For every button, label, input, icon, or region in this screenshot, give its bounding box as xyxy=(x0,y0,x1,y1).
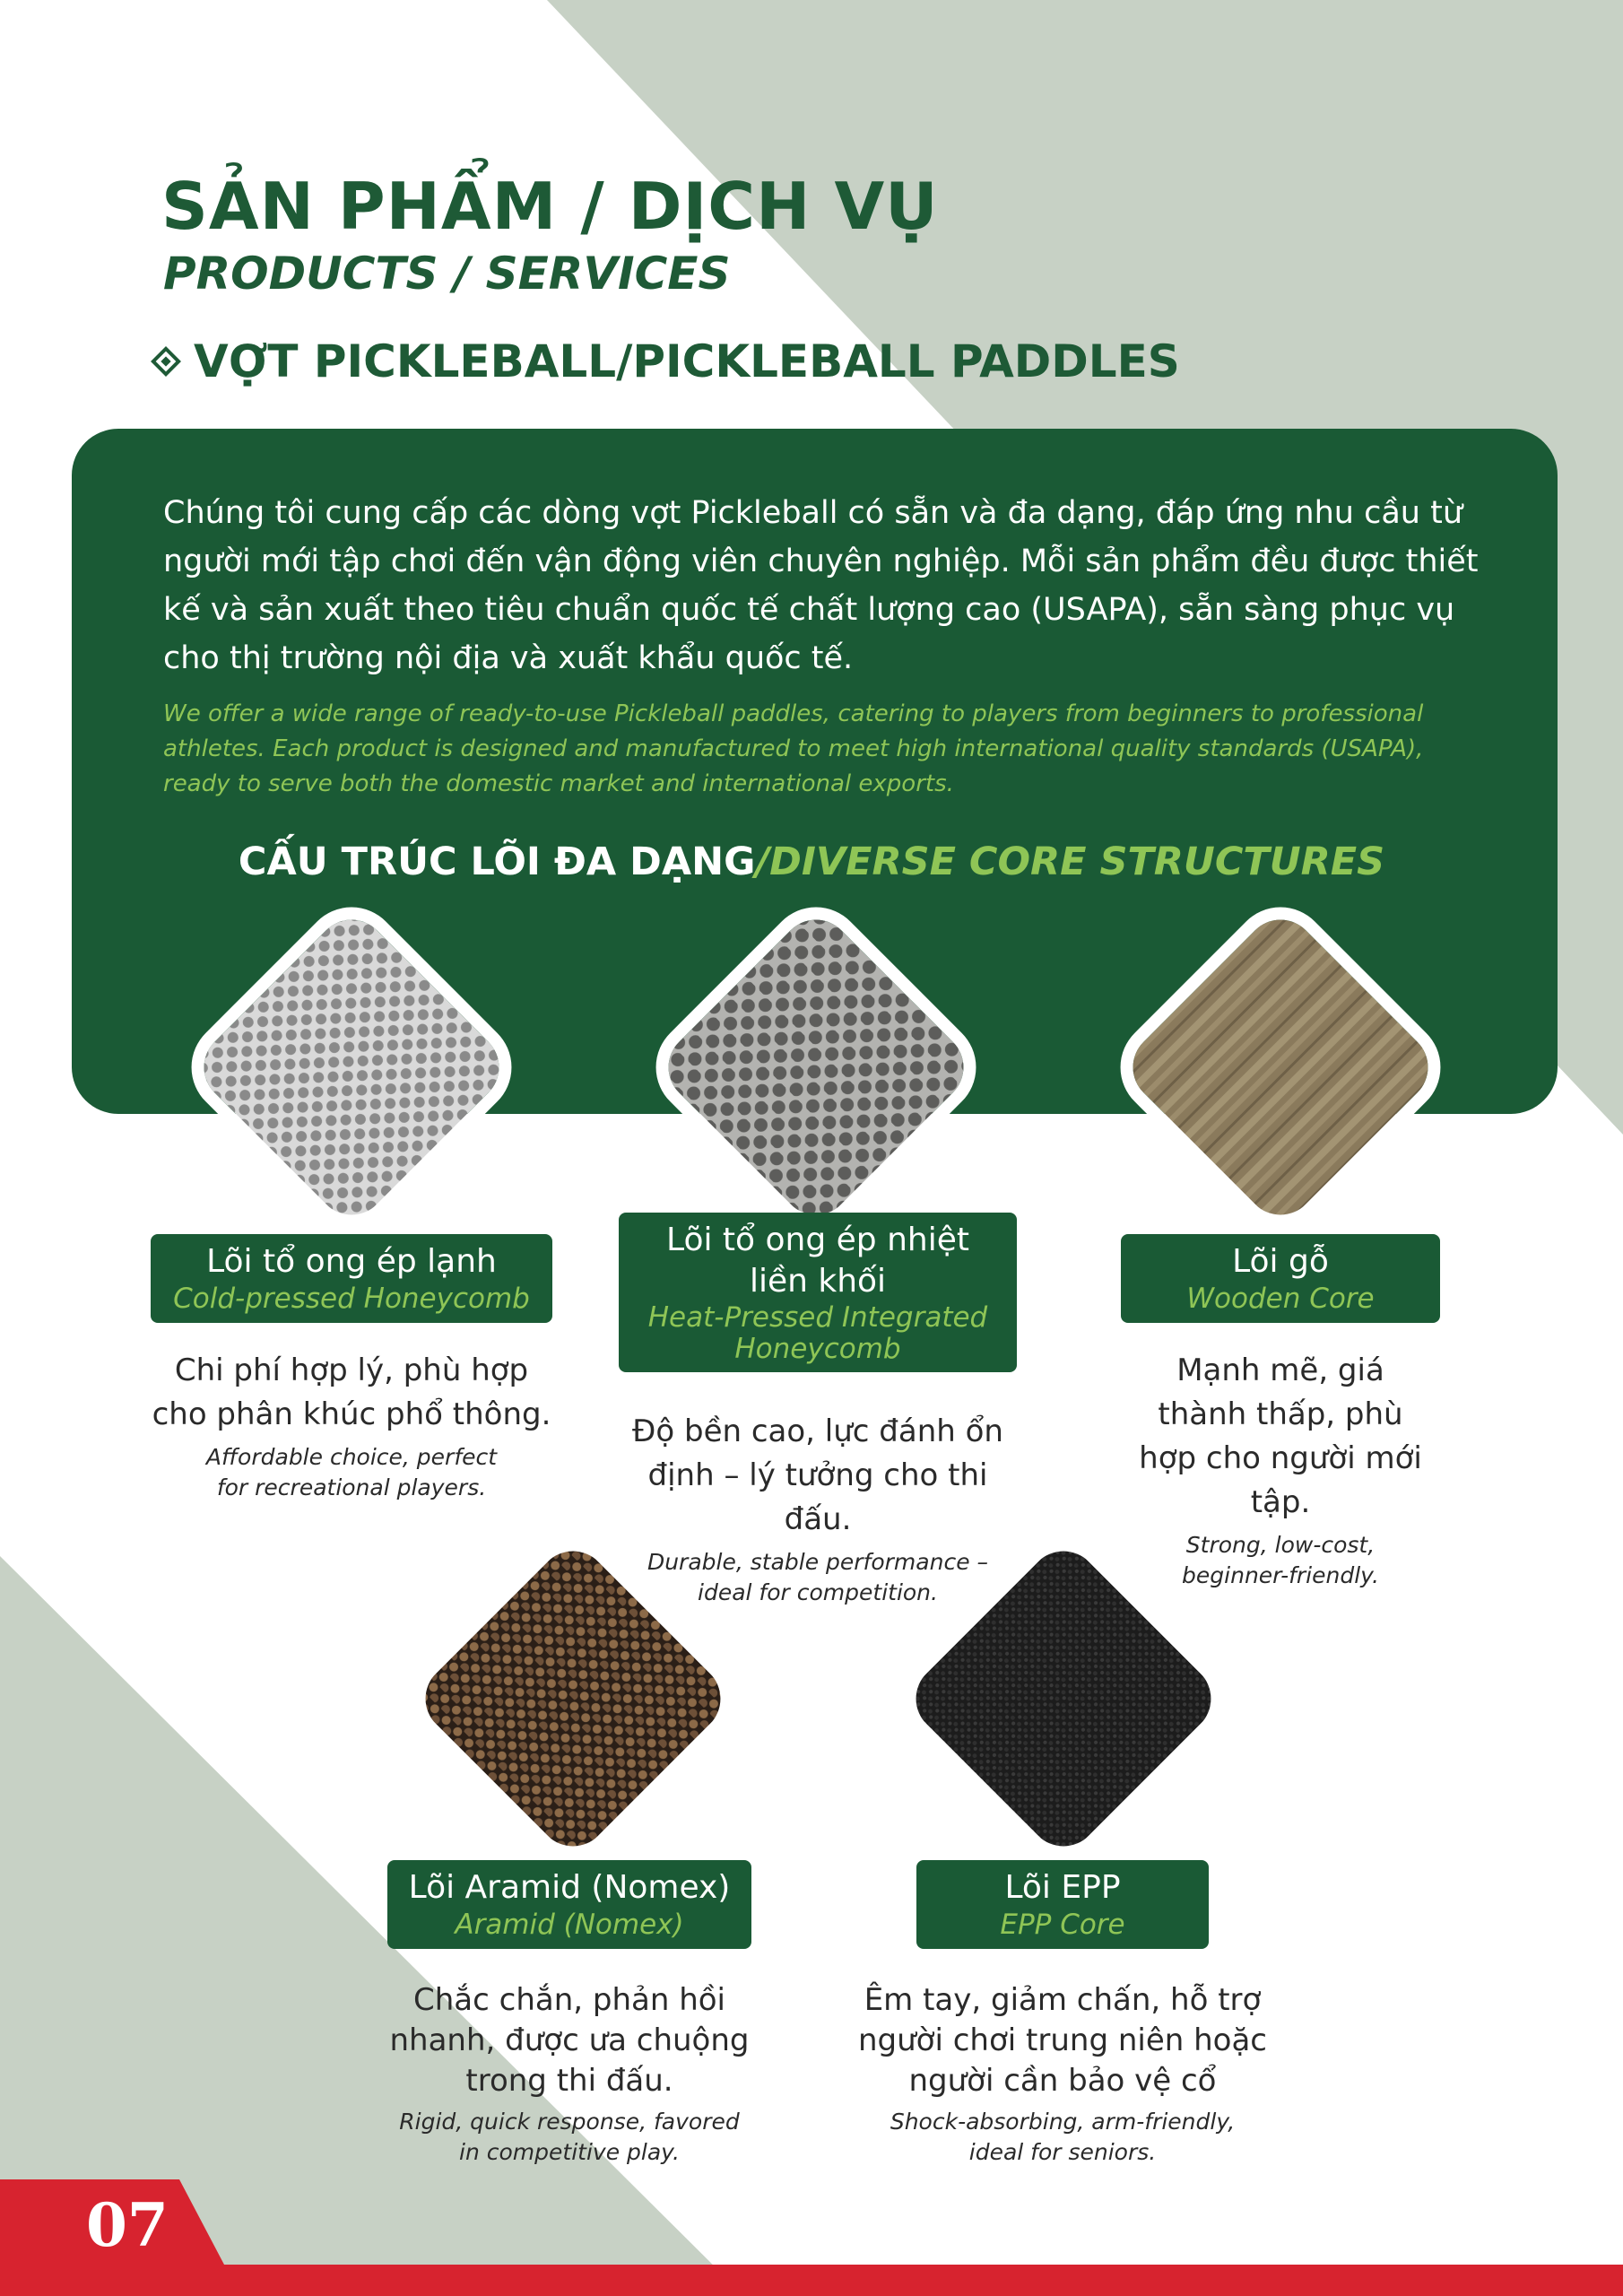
core-desc-vn: Độ bền cao, lực đánh ổn định – lý tưởng cho thi đấu. xyxy=(632,1413,1003,1537)
cores-heading xyxy=(0,839,1623,884)
core-name-en: EPP Core xyxy=(1000,1909,1125,1941)
core-description xyxy=(143,1349,560,1503)
core-name-en: Heat-Pressed Integrated Honeycomb xyxy=(647,1301,988,1365)
core-description xyxy=(1108,1349,1453,1591)
section-heading xyxy=(151,335,1180,387)
cores-heading-vn: CẤU TRÚC LÕI ĐA DẠNG xyxy=(238,839,756,884)
intro-text-en: We offer a wide range of ready-to-use Pickleball paddles, catering to players from beginners to professional athletes. Each product is designed and manufactured to meet high international quality standards (USAPA), ready to serve both the domestic market and international exports. xyxy=(163,700,1424,797)
core-name-en: Aramid (Nomex) xyxy=(455,1909,684,1941)
core-description xyxy=(843,1980,1282,2168)
core-desc-en: Rigid, quick response, favored in competitive play. xyxy=(399,2109,740,2165)
page-number: 07 xyxy=(86,2190,169,2260)
core-description xyxy=(377,1980,762,2168)
section-title: VỢT PICKLEBALL/PICKLEBALL PADDLES xyxy=(194,335,1180,387)
core-name-en: Cold-pressed Honeycomb xyxy=(173,1283,530,1315)
core-label xyxy=(1121,1234,1440,1323)
diamond-bullet-icon xyxy=(151,346,181,377)
core-desc-vn: Chi phí hợp lý, phù hợp cho phân khúc phổ thông. xyxy=(152,1352,551,1432)
core-name-vn: Lõi EPP xyxy=(1004,1869,1121,1906)
core-desc-en: Strong, low-cost, beginner-friendly. xyxy=(1182,1532,1379,1588)
core-label xyxy=(387,1860,751,1949)
core-description xyxy=(610,1410,1026,1608)
cores-heading-en: /DIVERSE CORE STRUCTURES xyxy=(755,839,1385,884)
core-label xyxy=(916,1860,1209,1949)
core-desc-en: Shock-absorbing, arm-friendly, ideal for seniors. xyxy=(890,2109,1236,2165)
core-name-vn: Lõi Aramid (Nomex) xyxy=(408,1869,731,1906)
core-label xyxy=(151,1234,552,1323)
core-name-vn: Lõi tổ ong ép nhiệt liền khối xyxy=(666,1222,969,1300)
core-desc-en: Affordable choice, perfect for recreational players. xyxy=(205,1444,498,1500)
intro-text-vn: Chúng tôi cung cấp các dòng vợt Pickleball có sẵn và đa dạng, đáp ứng nhu cầu từ người mới tập chơi đến vận động viên chuyên nghiệp. Mỗi sản phẩm đều được thiết kế và sản xuất theo tiêu chuẩn quốc tế chất lượng cao (USAPA), sẵn sàng phục vụ cho thị trường nội địa và xuất khẩu quốc tế. xyxy=(163,495,1479,676)
core-desc-vn: Êm tay, giảm chấn, hỗ trợ người chơi trung niên hoặc người cần bảo vệ cổ xyxy=(858,1982,1267,2099)
core-name-en: Wooden Core xyxy=(1186,1283,1375,1315)
core-desc-en: Durable, stable performance – ideal for competition. xyxy=(647,1549,989,1605)
core-name-vn: Lõi gỗ xyxy=(1232,1243,1329,1280)
page-title-en: PRODUCTS / SERVICES xyxy=(163,248,731,300)
core-label xyxy=(619,1213,1017,1372)
core-desc-vn: Chắc chắn, phản hồi nhanh, được ưa chuộng trong thi đấu. xyxy=(389,1982,750,2099)
page-title-vn: SẢN PHẨM / DỊCH VỤ xyxy=(161,169,939,244)
core-name-vn: Lõi tổ ong ép lạnh xyxy=(206,1243,497,1280)
core-desc-vn: Mạnh mẽ, giá thành thấp, phù hợp cho người mới tập. xyxy=(1139,1352,1422,1520)
